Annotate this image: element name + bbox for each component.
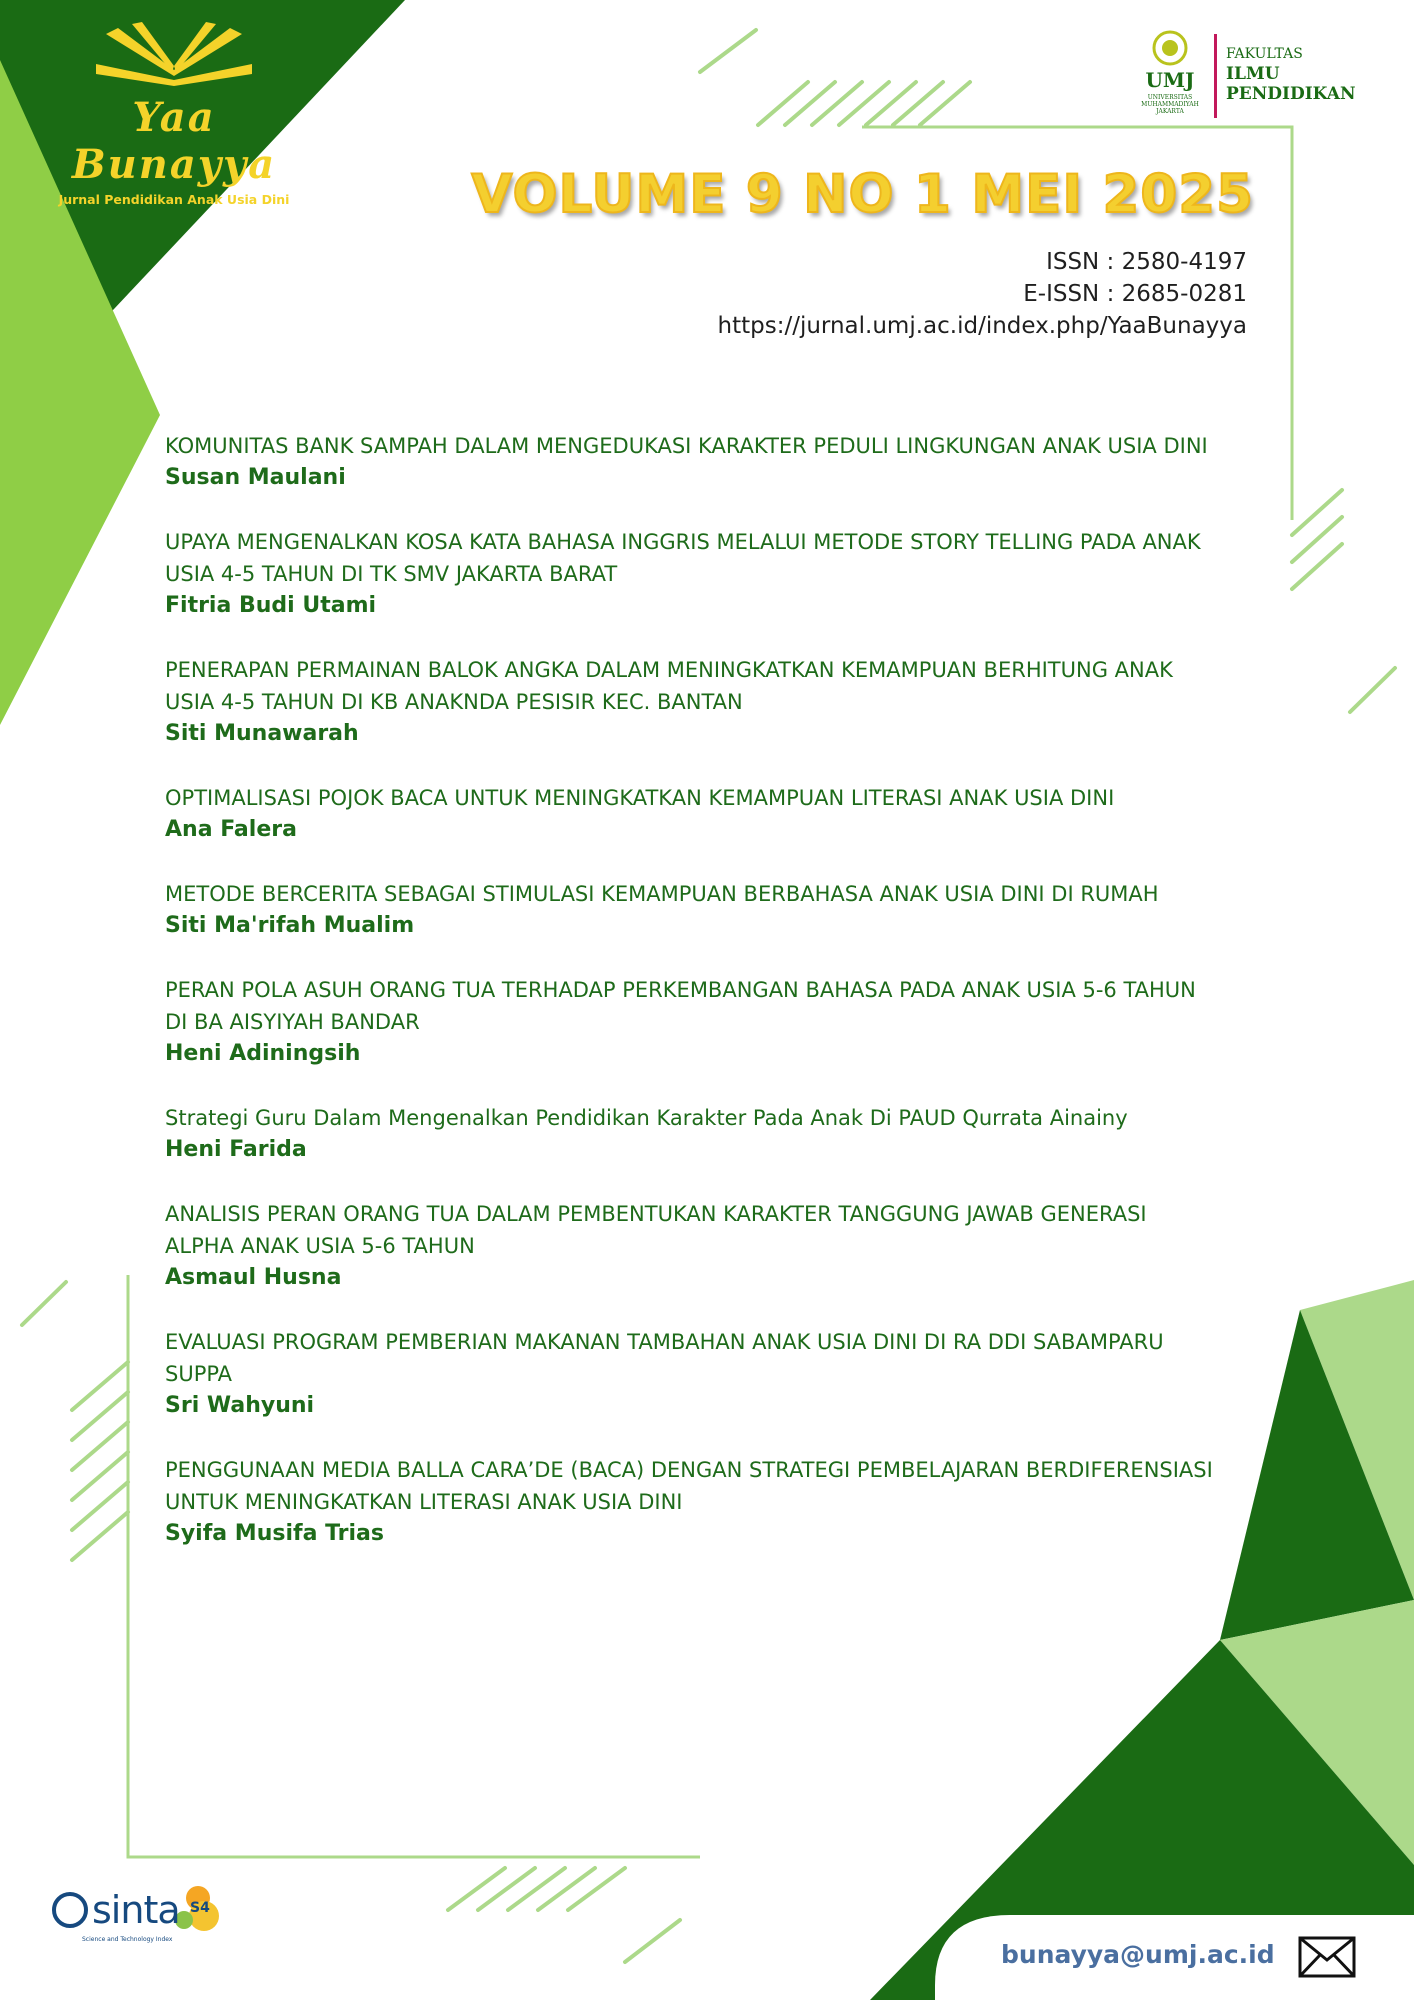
volume-heading: VOLUME 9 NO 1 MEI 2025 <box>471 164 1254 225</box>
article-author: Ana Falera <box>165 817 297 842</box>
faculty-logo <box>1138 30 1378 120</box>
article-item <box>165 654 1215 750</box>
sinta-logo <box>48 1880 228 1950</box>
article-title[interactable]: PENGGUNAAN MEDIA BALLA CARA’DE (BACA) DENGAN STRATEGI PEMBELAJARAN BERDIFERENSIASI UNTUK MENINGKATKAN LITERASI ANAK USIA DINI <box>165 1458 1213 1514</box>
article-title[interactable]: PENERAPAN PERMAINAN BALOK ANGKA DALAM MENINGKATKAN KEMAMPUAN BERHITUNG ANAK USIA 4-5 TAHUN DI KB ANAKNDA PESISIR KEC. BANTAN <box>165 658 1173 714</box>
sinta-tagline: Science and Technology Index <box>82 1936 173 1943</box>
article-author: Asmaul Husna <box>165 1265 342 1290</box>
journal-name: Yaa Bunayya <box>71 94 277 188</box>
article-item <box>165 1198 1215 1294</box>
seal-icon <box>1148 30 1192 70</box>
umj-university: UNIVERSITAS MUHAMMADIYAH JAKARTA <box>1141 94 1199 115</box>
article-author: Susan Maulani <box>165 465 346 490</box>
eissn: E-ISSN : 2685-0281 <box>1023 281 1247 307</box>
article-item <box>165 1102 1215 1166</box>
issn: ISSN : 2580-4197 <box>1046 249 1247 275</box>
article-item <box>165 1454 1215 1550</box>
article-title[interactable]: KOMUNITAS BANK SAMPAH DALAM MENGEDUKASI KARAKTER PEDULI LINGKUNGAN ANAK USIA DINI <box>165 434 1208 458</box>
journal-url[interactable]: https://jurnal.umj.ac.id/index.php/YaaBunayya <box>717 313 1247 339</box>
article-author: Siti Ma'rifah Mualim <box>165 913 415 938</box>
faculty-line1: FAKULTAS <box>1226 46 1303 62</box>
article-title[interactable]: Strategi Guru Dalam Mengenalkan Pendidikan Karakter Pada Anak Di PAUD Qurrata Ainainy <box>165 1106 1128 1130</box>
article-list <box>165 430 1215 1582</box>
faculty-divider <box>1214 34 1217 118</box>
article-item <box>165 526 1215 622</box>
journal-subtitle: Jurnal Pendidikan Anak Usia Dini <box>58 192 290 207</box>
contact-email[interactable]: bunayya@umj.ac.id <box>1001 1940 1275 1969</box>
article-author: Heni Adiningsih <box>165 1041 361 1066</box>
mail-icon[interactable] <box>1298 1936 1356 1978</box>
article-item <box>165 974 1215 1070</box>
faculty-line3: PENDIDIKAN <box>1226 84 1356 104</box>
journal-meta <box>718 246 1247 342</box>
article-item <box>165 782 1215 846</box>
article-title[interactable]: ANALISIS PERAN ORANG TUA DALAM PEMBENTUKAN KARAKTER TANGGUNG JAWAB GENERASI ALPHA ANAK USIA 5-6 TAHUN <box>165 1202 1147 1258</box>
article-item <box>165 430 1215 494</box>
faculty-line2: ILMU <box>1226 64 1280 84</box>
book-icon <box>74 22 274 86</box>
article-title[interactable]: OPTIMALISASI POJOK BACA UNTUK MENINGKATKAN KEMAMPUAN LITERASI ANAK USIA DINI <box>165 786 1115 810</box>
article-author: Fitria Budi Utami <box>165 593 377 618</box>
sinta-wordmark: sinta <box>92 1888 180 1932</box>
sinta-badge: S4 <box>190 1900 210 1916</box>
article-author: Sri Wahyuni <box>165 1393 315 1418</box>
article-author: Syifa Musifa Trias <box>165 1521 384 1546</box>
article-item <box>165 1326 1215 1422</box>
article-item <box>165 878 1215 942</box>
umj-label: UMJ <box>1145 68 1195 92</box>
journal-logo <box>44 22 304 207</box>
article-title[interactable]: METODE BERCERITA SEBAGAI STIMULASI KEMAMPUAN BERBAHASA ANAK USIA DINI DI RUMAH <box>165 882 1159 906</box>
article-author: Siti Munawarah <box>165 721 359 746</box>
article-title[interactable]: UPAYA MENGENALKAN KOSA KATA BAHASA INGGRIS MELALUI METODE STORY TELLING PADA ANAK USIA 4-5 TAHUN DI TK SMV JAKARTA BARAT <box>165 530 1201 586</box>
article-title[interactable]: PERAN POLA ASUH ORANG TUA TERHADAP PERKEMBANGAN BAHASA PADA ANAK USIA 5-6 TAHUN DI BA AISYIYAH BANDAR <box>165 978 1196 1034</box>
article-title[interactable]: EVALUASI PROGRAM PEMBERIAN MAKANAN TAMBAHAN ANAK USIA DINI DI RA DDI SABAMPARU SUPPA <box>165 1330 1164 1386</box>
article-author: Heni Farida <box>165 1137 307 1162</box>
